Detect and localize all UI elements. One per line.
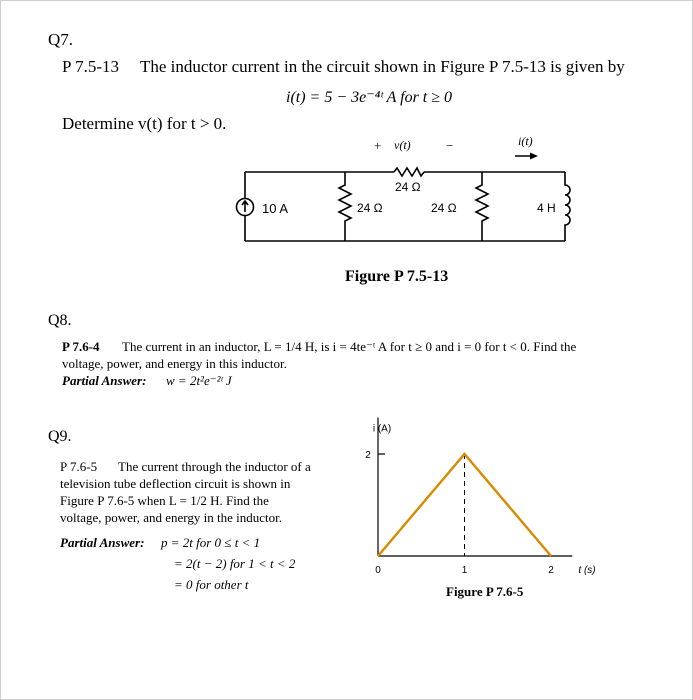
figure-caption-q9: Figure P 7.6-5 [446, 584, 524, 599]
q7-equation: i(t) = 5 − 3e⁻⁴ᵗ A for t ≥ 0 [286, 89, 453, 106]
q9-line4: voltage, power, and energy in the inductor. [60, 510, 282, 525]
label-v-minus: − [446, 138, 454, 153]
figure-caption-q7: Figure P 7.5-13 [345, 268, 449, 285]
label-r1: 24 Ω [395, 180, 421, 194]
q9-heading: Q9. [48, 428, 72, 445]
x-tick-label-0: 0 [375, 565, 381, 576]
y-axis-label: i (A) [372, 423, 392, 435]
q9-answer2: = 2(t − 2) for 1 < t < 2 [174, 556, 296, 571]
q9-line3: Figure P 7.6-5 when L = 1/2 H. Find the [60, 493, 269, 508]
label-i-t: i(t) [518, 134, 533, 148]
q7-heading: Q7. [48, 30, 74, 49]
x-tick-label-1: 1 [461, 565, 468, 576]
label-r3: 24 Ω [431, 201, 457, 215]
label-10a: 10 A [262, 201, 289, 216]
x-tick-label-2: 2 [548, 565, 554, 576]
q9-partial-label: Partial Answer: [60, 535, 145, 550]
q8-partial-value: w = 2t²e⁻²ᵗ J [166, 373, 232, 388]
q9-problem-id: P 7.6-5 [60, 459, 98, 474]
q8-problem-id: P 7.6-4 [62, 339, 100, 354]
y-tick-label-2: 2 [365, 450, 371, 461]
label-r2: 24 Ω [357, 201, 383, 215]
label-v-t: v(t) [394, 138, 411, 152]
q8-partial-label: Partial Answer: [62, 373, 147, 388]
q8-heading: Q8. [48, 312, 72, 329]
q7-statement: The inductor current in the circuit shown in Figure P 7.5-13 is given by [140, 57, 625, 76]
q7-problem-id: P 7.5-13 [62, 57, 119, 76]
label-v-plus: + [374, 138, 382, 153]
x-axis-label: t (s) [578, 565, 596, 576]
q7-task: Determine v(t) for t > 0. [62, 114, 227, 133]
q9-line2: television tube deflection circuit is shown in [60, 476, 291, 491]
q9-answer1: p = 2t for 0 ≤ t < 1 [161, 535, 261, 550]
q9-line1: The current through the inductor of a [118, 459, 311, 474]
q9-answer3: = 0 for other t [174, 577, 249, 592]
label-inductor: 4 H [537, 201, 556, 215]
current-series-line [378, 454, 551, 556]
q8-line1: The current in an inductor, L = 1/4 H, is i = 4te⁻ᵗ A for t ≥ 0 and i = 0 for t < 0. Find the [122, 339, 577, 354]
q8-line2: voltage, power, and energy in this inductor. [62, 356, 287, 371]
